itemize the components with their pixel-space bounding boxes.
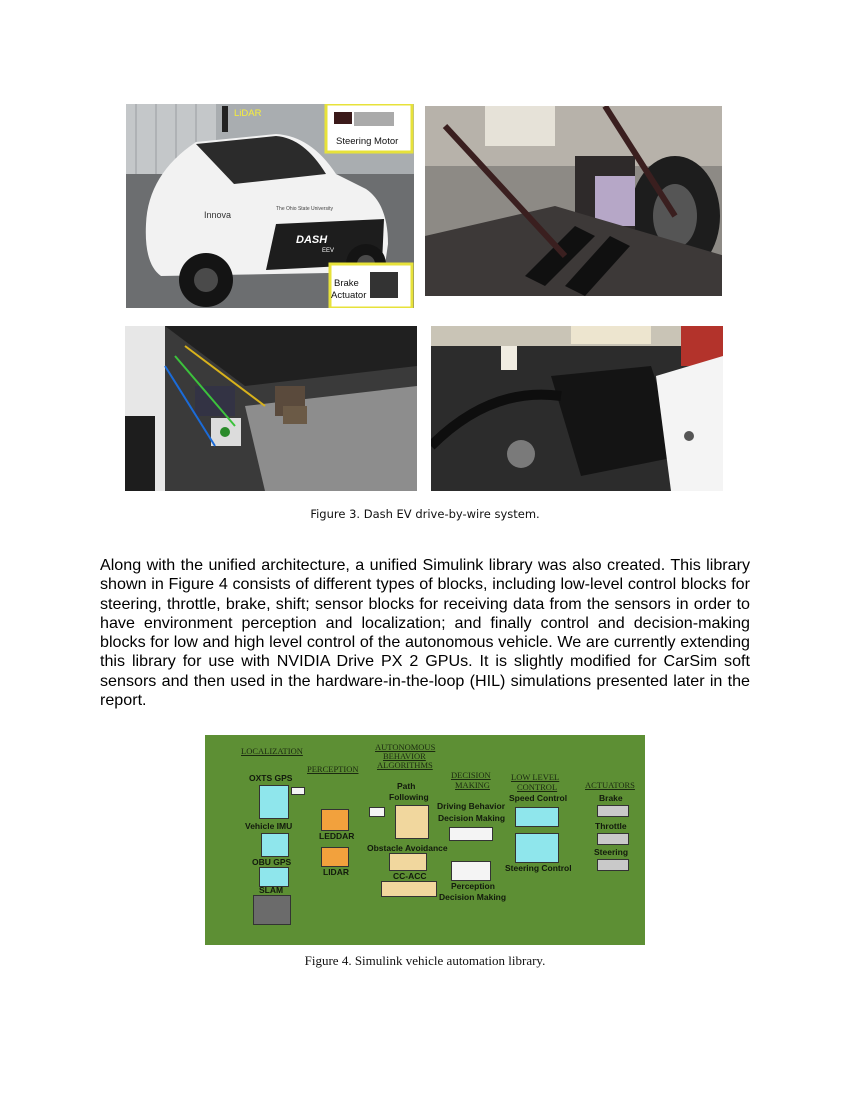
body-paragraph: Along with the unified architecture, a unified Simulink library was also created. This library shown in Figure 4 consists of different types of blocks, including low-level control blocks for steering, throttle, brake, shift; sensor blocks for receiving data from the sensors in order to have environment perception and localization; and finally control and decision-making blocks for low and high level control of the autonomous vehicle. We are currently extending this library for use with NVIDIA Drive PX 2 GPUs. It is slightly modified for CarSim soft sensors and then used in the hardware-in-the-loop (HIL) simulations presented later in the report.: [100, 556, 750, 710]
block-throttle: [597, 833, 629, 845]
photo-controller-box: [431, 326, 723, 491]
block-label-leddar: LEDDAR: [319, 831, 355, 841]
heading-autonomous-l1: AUTONOMOUS: [375, 742, 436, 752]
photo-steering-motor: [425, 106, 722, 296]
block-label-throttle: Throttle: [595, 821, 627, 831]
block-label-obu-gps: OBU GPS: [252, 857, 292, 867]
block-perception-decision: [451, 861, 491, 881]
block-label-lidar: LIDAR: [323, 867, 349, 877]
block-label-driving-behavior-l2: Decision Making: [438, 813, 506, 823]
block-label-perception-dm-l1: Perception: [451, 881, 495, 891]
block-slam: [253, 895, 291, 925]
figure3-caption: Figure 3. Dash EV drive-by-wire system.: [310, 507, 540, 521]
label-steering-motor: Steering Motor: [336, 136, 399, 147]
block-cc-acc: [381, 881, 437, 897]
block-label-oxts-gps: OXTS GPS: [249, 773, 293, 783]
car-brand-text: Innova: [204, 210, 232, 220]
car-illustration: [126, 104, 414, 308]
block-label-speed-control: Speed Control: [509, 793, 568, 803]
heading-autonomous-l3: ALGORITHMS: [377, 760, 433, 770]
block-label-obstacle-avoidance: Obstacle Avoidance: [367, 843, 448, 853]
block-label-perception-dm-l2: Decision Making: [439, 892, 507, 902]
block-vehicle-imu: [261, 833, 289, 857]
heading-autonomous-l2: BEHAVIOR: [383, 751, 426, 761]
simulink-library-figure: [205, 735, 645, 945]
heading-perception: PERCEPTION: [307, 764, 359, 774]
heading-decision-l1: DECISION: [451, 770, 491, 780]
block-label-cc-acc: CC-ACC: [393, 871, 427, 881]
label-brake-actuator-line2: Actuator: [331, 290, 367, 301]
block-label-steering: Steering: [594, 847, 629, 857]
block-path-following: [395, 805, 429, 839]
block-label-path-following-l2: Following: [389, 792, 429, 802]
block-label-path-following-l1: Path: [397, 781, 416, 791]
heading-localization: LOCALIZATION: [241, 746, 303, 756]
block-brake: [597, 805, 629, 817]
block-leddar: [321, 809, 349, 831]
block-obstacle-avoidance: [389, 853, 427, 871]
block-steering: [597, 859, 629, 871]
car-model-sub-text: EEV: [322, 248, 335, 254]
label-lidar: LiDAR: [234, 108, 262, 119]
block-driving-behavior: [449, 827, 493, 841]
block-oxts-gps: [259, 785, 289, 819]
label-brake-actuator-line1: Brake: [334, 278, 359, 289]
heading-actuators: ACTUATORS: [585, 780, 635, 790]
block-speed-control: [515, 807, 559, 827]
block-label-brake: Brake: [599, 793, 623, 803]
block-label-vehicle-imu: Vehicle IMU: [245, 821, 293, 831]
block-obu-gps: [259, 867, 289, 887]
photo-pedal-wiring: [125, 326, 417, 491]
block-label-steering-control: Steering Control: [505, 863, 572, 873]
heading-lowlevel-l1: LOW LEVEL: [511, 772, 560, 782]
heading-decision-l2: MAKING: [455, 780, 490, 790]
block-oxts-gps-output: [291, 787, 305, 795]
block-path-following-input: [369, 807, 385, 817]
photo-dash-ev-car: [126, 104, 414, 308]
car-model-text: DASH: [296, 234, 328, 246]
car-sponsor-text: The Ohio State University: [276, 206, 333, 212]
block-label-slam: SLAM: [259, 885, 284, 895]
heading-lowlevel-l2: CONTROL: [517, 782, 558, 792]
block-lidar: [321, 847, 349, 867]
block-steering-control: [515, 833, 559, 863]
figure4-caption: Figure 4. Simulink vehicle automation library.: [304, 953, 546, 968]
block-label-driving-behavior-l1: Driving Behavior: [437, 801, 506, 811]
